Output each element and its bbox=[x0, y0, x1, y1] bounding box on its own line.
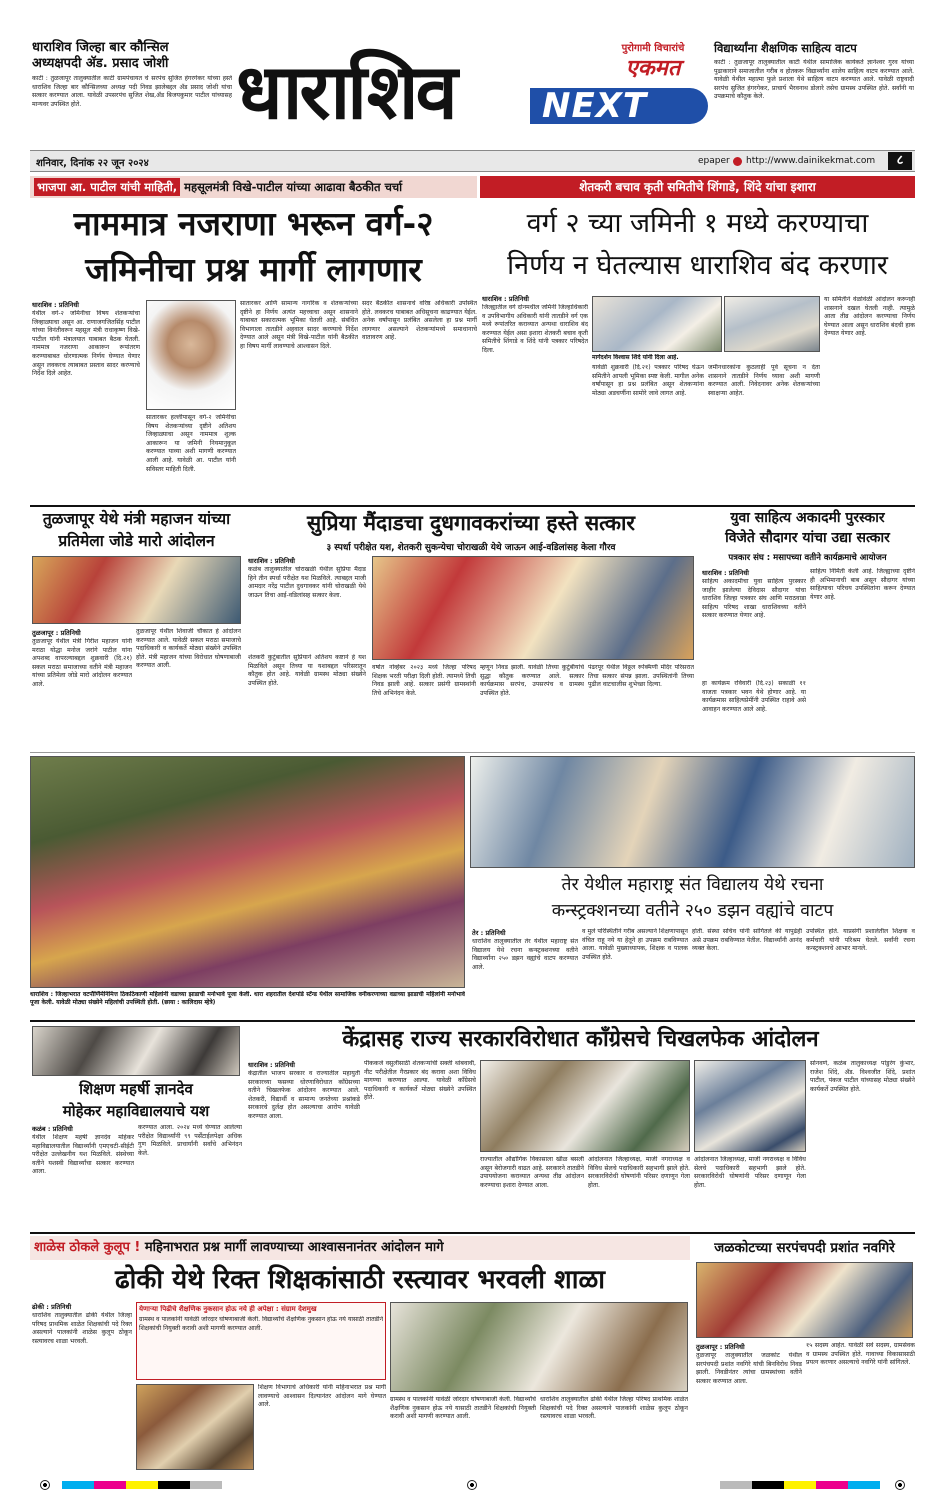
story2-body-1: जिल्ह्यातील वर्ग दोनमधील जमिनी जिल्हाधिकारी व उपविभागीय अधिकारी यांनी तातडीने वर्ग एक मध्ये रूपांतरित कराव्यात अन्यथा धाराशिव बंद करण्यात येईल असा इशारा शेतकरी बचाव कृती समितीचे शिंगाडे व शिंदे यांनी पत्रकार परिषदेत दिला. bbox=[482, 304, 588, 354]
story1-body-3: सातारकर आणि सामान्य नागरिक व शेतकऱ्यांच्या दृष्टीने हा निर्णय अत्यंत महत्त्वाचा असून शासनाने याबाबत सकारात्मक भूमिका घेतली आहे. संबंधित विभागाला तातडीने अहवाल सादर करण्याचे निर्देश देण्यात आले असून मंत्री विखे-पाटील यांनी बैठकीत हा विषय मार्गी लावण्याचे आश्वासन दिले. bbox=[240, 300, 358, 350]
story9-kicker-red: शाळेस ठोकले कुलूप ! bbox=[34, 1240, 141, 1255]
story2-caption: मार्गदर्शन विश्वास शिंदे यांनी दिला आहे. bbox=[592, 354, 679, 361]
story10-body-2: १५ सदस्य आहेत. यावेळी सर्व सदस्य, ग्रामसेवक व ग्रामस्थ उपस्थित होते. गावाच्या विकासासाठी प्रयत्न करणार असल्याचे नवगिरे यांनी सांगितले. bbox=[806, 1342, 915, 1367]
story9-kicker bbox=[30, 1236, 690, 1260]
masthead-right-brief bbox=[714, 40, 914, 140]
divider-4 bbox=[30, 1232, 915, 1234]
story9-kicker-rest: महिनाभरात प्रश्न मार्गी लावण्याच्या आश्वासनानंतर आंदोलन मागे bbox=[140, 1240, 444, 1255]
story4-body-2: शेतकरी कुटुंबातील सुप्रियाने अतिशय कष्टाने हे यश मिळविले असून तिच्या या यशाबद्दल परिसरातून कौतुक होत आहे. यावेळी ग्रामस्थ मोठ्या संख्येने उपस्थित होते. bbox=[248, 654, 366, 687]
story2-headline-1: वर्ग २ च्या जमिनी १ मध्ये करण्याचा bbox=[526, 208, 869, 239]
masthead-left-brief bbox=[32, 40, 232, 140]
story2-kicker: शेतकरी बचाव कृती समितीचे शिंगाडे, शिंदे यांचा इशारा bbox=[480, 176, 915, 198]
vatpurnima-photo bbox=[30, 756, 465, 988]
story10-felicitation-photo bbox=[696, 1262, 913, 1338]
story1-headline-2: जमिनीचा प्रश्न मार्गी लागणार bbox=[85, 250, 422, 289]
story4-subhead: ३ स्पर्धा परीक्षेत यश, शेतकरी सुकन्येचा चोराखळी येथे जाऊन आई-वडिलांसह केला गौरव bbox=[326, 543, 616, 553]
epaper-label: epaper bbox=[698, 156, 730, 166]
story5-body-1: साहित्य अकादमीचा युवा साहित्य पुरस्कार जाहीर झालेल्या देविदास सौदागर यांचा धाराशिव जिल्हा पत्रकार संघ आणि मराठवाडा साहित्य परिषद शाखा धाराशिवच्या वतीने सत्कार करण्यात येणार आहे. bbox=[702, 578, 806, 620]
vatpurnima-caption: धाराशिव : जिल्हाभरात वटपौर्णिमेनिमित्त ठिकठिकाणी महिलांनी वडाच्या झाडाची मनोभावे पूजा केली. धारा शहरातील देशपांडे स्टॅन्ड येथील सामाजिक वनीकरणाच्या वडाच्या झाडाची महिलांनी मनोभावे पूजा केली. यावेळी मोठ्या संख्येने महिलांची उपस्थिती होती. (छाया : कालिदास म्हेत्रे) bbox=[30, 991, 465, 1006]
story1-body-1: येथील वर्ग-२ जमिनीचा विषय शेतकऱ्यांचा जिव्हाळ्याचा असून आ. राणाजगजितसिंह पाटील यांच्या विनंतीवरून महसूल मंत्री राधाकृष्ण विखे-पाटील यांनी मंत्रालयात याबाबत बैठक घेतली. नाममात्र नजराणा आकारून रूपांतरण करण्याबाबत धोरणात्मक निर्णय घेण्यात येणार असून लवकरच त्याबाबत प्रस्ताव सादर करण्याचे निर्देश दिले आहेत. bbox=[32, 310, 140, 378]
story4-headline: सुप्रिया मैंदाडचा दुधगावकरांच्या हस्ते सत्कार bbox=[306, 511, 635, 535]
story6-byline: तेर : प्रतिनिधी bbox=[472, 929, 506, 937]
story7-headline: केंद्रासह राज्य सरकारविरोधात काँग्रेसचे चिखलफेक आंदोलन bbox=[342, 1027, 819, 1052]
story3-body-2: तुळजापूर येथील शिवाजी चौकात हे आंदोलन करण्यात आले. यावेळी सकल मराठा समाजाचे पदाधिकारी व कार्यकर्ते मोठ्या संख्येने उपस्थित होते. मंत्री महाजन यांच्या विरोधात घोषणाबाजी करण्यात आली. bbox=[136, 628, 241, 670]
story2-meeting-photo bbox=[592, 296, 722, 352]
story3-body-1: तुळजापूर येथील मंत्री गिरीश महाजन यांनी मराठा योद्धा मनोज जरांगे पाटील यांना अपशब्द वापरल्याबद्दल शुक्रवारी (दि.२१) सकल मराठा समाजाच्या वतीने मंत्री महाजन यांच्या प्रतिमेला जोडे मारो आंदोलन करण्यात आले. bbox=[32, 638, 132, 688]
masthead-name: धाराशिव bbox=[236, 47, 455, 136]
reg-mark-right bbox=[895, 1480, 905, 1490]
story9-road-photo bbox=[390, 1302, 688, 1392]
story6-body-2: व मुले परिस्थितीने गरीब असल्याने शिक्षणापासून वंचित राहू नये या हेतूने हा उपक्रम राबविण्यात आला. यावेळी मुख्याध्यापक, शिक्षक व पालक उपस्थित होते. bbox=[582, 928, 688, 961]
story6-headline-1: तेर येथील महाराष्ट्र संत विद्यालय येथे रचना bbox=[561, 875, 824, 895]
story5-byline: धाराशिव : प्रतिनिधी bbox=[702, 569, 749, 577]
reg-mark-left bbox=[40, 1480, 50, 1490]
story1-body-4: सदर बैठकीत शासनाचे वरिष्ठ अधिकारी उपस्थित होते. लवकरच याबाबत अधिसूचना काढण्यात येईल. अनेक वर्षांपासून प्रलंबित असलेला हा प्रश्न मार्गी लागणार असल्याने शेतकऱ्यांमध्ये समाधानाचे वातावरण आहे. bbox=[362, 300, 477, 342]
globe-icon bbox=[733, 157, 742, 166]
divider-2 bbox=[30, 752, 915, 753]
masthead bbox=[0, 0, 945, 148]
story9-quote-box bbox=[136, 1302, 386, 1380]
left-brief-body: काटी : तुळजापूर तालुक्यातील काटी ग्रामपंचायत चे सरपंच सुजित हंगरगेकर यांच्या हस्ते धाराशिव जिल्हा बार कौन्सिलच्या अध्यक्ष पदी निवड झालेबद्दल ॲड प्रसाद जोशी यांचा सत्कार करण्यात आला. यावेळी उपसरपंच सुजित शेख,ॲड बिजयकुमार पाटील यांच्यासह मान्यवर उपस्थित होते. bbox=[32, 75, 232, 108]
story5-subhead: पत्रकार संघ : मसापच्या वतीने कार्यक्रमाचे आयोजन bbox=[728, 553, 887, 563]
story5-body-2: हा कार्यक्रम रविवारी (दि.२३) सकाळी ११ वाजता पत्रकार भवन येथे होणार आहे. या कार्यक्रमास साहित्यप्रेमींनी उपस्थित राहावे असे आवाहन करण्यात आले आहे. bbox=[702, 680, 806, 713]
registration-marks bbox=[0, 1476, 945, 1496]
reg-mark-center bbox=[467, 1480, 477, 1490]
masthead-brand-logo: एकमत bbox=[625, 56, 681, 81]
story6-body-1: धाराशिव तालुक्यातील तेर येथील महाराष्ट्र संत विद्यालय येथे रचना कन्स्ट्रक्शनच्या वतीने विद्यार्थ्यांना २५० डझन वह्यांचे वाटप करण्यात आले. bbox=[472, 938, 578, 971]
story1-body-2: सातारकर हल्लीपासून वर्ग-२ जमिनींचा विषय शेतकऱ्यांच्या दृष्टीने अतिशय जिव्हाळ्याचा असून नाममात्र शुल्क आकारून या जमिनी नियमानुकूल करण्यात याव्या अशी मागणी करण्यात आली आहे. यावेळी आ. पाटील यांनी सविस्तर माहिती दिली. bbox=[146, 414, 236, 473]
story1-kicker-red: भाजपा आ. पाटील यांची माहिती, bbox=[34, 178, 180, 196]
story4-felicitation-photo bbox=[372, 556, 694, 660]
story4-body-5: पंढरपूर येथील विठ्ठल रूक्मिणी मंदिर परिसरात तिचा सत्कार संपन्न झाला. उपस्थितांनी तिच्या पुढील वाटचालीस शुभेच्छा दिल्या. bbox=[588, 664, 694, 689]
story9-body-4: धाराशिव तालुक्यातील ढोकी येथील जिल्हा परिषद प्राथमिक शाळेत शिक्षकांची पदे रिक्त असल्याने पालकांनी शाळेस कुलूप ठोकून रस्त्यावरच शाळा भरवली. bbox=[540, 1396, 688, 1421]
story8-body-1: येथील शिक्षण महर्षी ज्ञानदेव मोहेकर महाविद्यालयातील विद्यार्थ्यांनी एमएचटी-सीईटी परीक्षेत उल्लेखनीय यश मिळविले. संस्थेच्या वतीने यशस्वी विद्यार्थ्यांचा सत्कार करण्यात आला. bbox=[32, 1134, 134, 1176]
story7-body-3: राज्यातील औद्योगिक विकासाला खीळ बसली असून बेरोजगारी वाढत आहे. सरकारने तातडीने उपाययोजना कराव्यात अन्यथा तीव्र आंदोलन करण्याचा इशारा देण्यात आला. bbox=[480, 1156, 584, 1189]
color-bar-left bbox=[62, 1481, 222, 1489]
story3-protest-photo bbox=[32, 556, 241, 624]
right-brief-title: विद्यार्थ्यांना शैक्षणिक साहित्य वाटप bbox=[714, 41, 857, 55]
left-brief-subtitle: अध्यक्षपदी ॲड. प्रसाद जोशी bbox=[32, 56, 169, 71]
story1-portrait-photo bbox=[146, 300, 236, 410]
story10-headline: जळकोटच्या सरपंचपदी प्रशांत नवगिरे bbox=[714, 1240, 895, 1256]
story2-body-2: यावेळी शुक्रवारी (दि.२१) पत्रकार परिषद घेऊन समितीने आपली भूमिका स्पष्ट केली. मागील अनेक वर्षांपासून हा प्रश्न प्रलंबित असून शेतकऱ्यांना मोठ्या अडचणींना सामोरे जावे लागत आहे. bbox=[592, 364, 704, 397]
story2-group-photo bbox=[724, 296, 820, 352]
story4-byline: धाराशिव : प्रतिनिधी bbox=[248, 557, 295, 565]
story4-body-4: म्हणून निवड झाली. यावेळी तिच्या कुटुंबीयांचे सुद्धा कौतुक करण्यात आले. सत्कार कार्यक्रमास सरपंच, उपसरपंच व ग्रामस्थ उपस्थित होते. bbox=[480, 664, 584, 697]
story4-body-3: वर्षात नोव्हेंबर २०२३ मध्ये जिल्हा परिषद शिक्षक भरती परीक्षा दिली होती. त्यामध्ये तिची निवड झाली आहे. सत्कार प्रसंगी ग्रामस्थांनी तिचे अभिनंदन केले. bbox=[372, 664, 476, 697]
story5-body-3: साहित्य निर्मिती केली आहे. जिल्ह्याच्या दृष्टीने ही अभिमानाची बाब असून सौदागर यांच्या साहित्याचा परिचय उपस्थितांना करून देण्यात येणार आहे. bbox=[810, 568, 915, 601]
story8-headline-1: शिक्षण महर्षी ज्ञानदेव bbox=[79, 1080, 193, 1098]
divider-1 bbox=[30, 505, 915, 507]
story7-body-1: केंद्रातील भाजप सरकार व राज्यातील महायुती सरकारच्या फसव्या धोरणाविरोधात काँग्रेसच्या वतीने चिखलफेक आंदोलन करण्यात आले. शेतकरी, विद्यार्थी व सामान्य जनतेच्या प्रश्नांकडे सरकारचे दुर्लक्ष होत असल्याचा आरोप यावेळी करण्यात आला. bbox=[248, 1070, 360, 1120]
story8-photo bbox=[32, 1026, 240, 1076]
story9-quote-body: ग्रामस्थ व पालकांनी यावेळी जोरदार घोषणाबाजी केली. विद्यार्थ्यांचे शैक्षणिक नुकसान होऊ नये यासाठी तातडीने शिक्षकांची नियुक्ती करावी अशी मागणी करण्यात आली. bbox=[139, 1316, 383, 1332]
right-brief-body: काटी : तुळजापूर तालुक्यातील काटी येथील सामाजिक कार्यकर्ते ज्ञानेश्वर गुरव यांच्या पुढाकाराने समाजातील गरीब व होतकरू विद्यार्थ्यांना शालेय साहित्य वाटप करण्यात आले. यावेळी येथील महात्मा फुले प्रशाला येथे साहित्य वाटप करण्यात आले. यावेळी राष्ट्रवादी सरपंच सुजित हंगरगेकर, प्राचार्य भैरवनाथ डोलारे तसेच ग्रामस्थ उपस्थित होते. सर्वांनी या उपक्रमाचे कौतुक केले. bbox=[714, 59, 914, 101]
website-link[interactable]: http://www.dainikekmat.com bbox=[746, 156, 876, 166]
story2-body-4: या समितीने वेळोवेळी आंदोलन करूनही शासनाने दखल घेतली नाही. त्यामुळे आता तीव्र आंदोलन करण्याचा निर्णय घेण्यात आला असून धाराशिव बंदची हाक देण्यात येणार आहे. bbox=[824, 296, 915, 338]
story5-headline-2: विजेते सौदागर यांचा उद्या सत्कार bbox=[725, 530, 890, 546]
story3-headline-1: तुळजापूर येथे मंत्री महाजन यांच्या bbox=[42, 510, 231, 528]
masthead-tagline: पुरोगामी विचारांचे bbox=[621, 43, 685, 54]
story7-byline: धाराशिव : प्रतिनिधी bbox=[248, 1061, 295, 1069]
story10-body-1: तुळजापूर तालुक्यातील जळकोट येथील सरपंचपदी प्रशांत नवगिरे यांची बिनविरोध निवड झाली. निवडीनंतर त्यांचा ग्रामस्थांच्या वतीने सत्कार करण्यात आला. bbox=[696, 1352, 802, 1385]
divider-3 bbox=[30, 1020, 915, 1022]
story1-kicker-rest: महसूलमंत्री विखे-पाटील यांच्या आढावा बैठकीत चर्चा bbox=[180, 180, 403, 194]
story7-body-4: आंदोलनात जिल्हाध्यक्ष, माजी नगराध्यक्ष व विविध सेलचे पदाधिकारी सहभागी झाले होते. सरकारविरोधी घोषणांनी परिसर दणाणून गेला होता. bbox=[588, 1156, 690, 1189]
story7-body-6: आंदोलनात जिल्हाध्यक्ष, माजी नगराध्यक्ष व विविध सेलचे पदाधिकारी सहभागी झाले होते. सरकारविरोधी घोषणांनी परिसर दणाणून गेला होता. bbox=[694, 1156, 806, 1189]
story3-headline-2: प्रतिमेला जोडे मारो आंदोलन bbox=[58, 532, 215, 550]
masthead-next-logo bbox=[530, 82, 708, 130]
story8-byline: कळंब : प्रतिनिधी bbox=[32, 1125, 73, 1133]
story9-classroom-photo bbox=[136, 1384, 254, 1470]
story1-byline: धाराशिव : प्रतिनिधी bbox=[32, 301, 79, 309]
story9-body-2: शिक्षण विभागाचे अधिकारी यांनी महिनाभरात प्रश्न मार्गी लावण्याचे आश्वासन दिल्यानंतर आंदोलन मागे घेण्यात आले. bbox=[258, 1384, 386, 1409]
story9-headline: ढोकी येथे रिक्त शिक्षकांसाठी रस्त्यावर भरवली शाळा bbox=[115, 1265, 605, 1295]
story6-headline-2: कन्स्ट्रक्शनच्या वतीने २५० डझन वह्यांचे वाटप bbox=[551, 901, 834, 921]
dateline-bar bbox=[30, 150, 915, 172]
color-bar-right bbox=[720, 1481, 880, 1489]
story1-headline-1: नाममात्र नजराणा भरून वर्ग-२ bbox=[73, 204, 434, 243]
story8-body-2: करण्यात आला. २०२४ मध्ये घेण्यात आलेल्या परीक्षेत विद्यार्थ्यांनी ९९ पर्सेंटाईलपेक्षा अधिक गुण मिळविले. प्राचार्यांनी सर्वांचे अभिनंदन केले. bbox=[138, 1124, 242, 1157]
story9-body-1: धाराशिव तालुक्यातील ढोकी येथील जिल्हा परिषद प्राथमिक शाळेत शिक्षकांची पदे रिक्त असल्याने पालकांनी शाळेस कुलूप ठोकून रस्त्यावरच शाळा भरवली. bbox=[32, 1312, 132, 1345]
story10-byline: तुळजापूर : प्रतिनिधी bbox=[696, 1343, 745, 1351]
story6-body-4: उपस्थित होते. याप्रसंगी प्रशालेतील शिक्षक व कर्मचारी यांनी परिश्रम घेतले. सर्वांनी रचना कन्स्ट्रक्शनचे आभार मानले. bbox=[806, 928, 915, 953]
story7-protest-photo-2 bbox=[694, 1060, 806, 1152]
story9-quote: येणाऱ्या पिढीचे शैक्षणिक नुकसान होऊ नये ही अपेक्षा : संग्राम देशमुख bbox=[139, 1305, 317, 1313]
story8-headline-2: मोहेकर महाविद्यालयाचे यश bbox=[62, 1102, 210, 1120]
story7-body-5: सोनवणे, कळंब तालुकाध्यक्ष पांडुरंग कुंभार, राजेश शिंदे, ॲड. विश्वजीत शिंदे, प्रशांत पाटील, पंकज पाटील यांच्यासह मोठ्या संख्येने कार्यकर्ते उपस्थित होते. bbox=[810, 1060, 915, 1093]
story6-school-photo bbox=[470, 756, 915, 868]
story9-body-3: ग्रामस्थ व पालकांनी यावेळी जोरदार घोषणाबाजी केली. विद्यार्थ्यांचे शैक्षणिक नुकसान होऊ नये यासाठी तातडीने शिक्षकांची नियुक्ती करावी अशी मागणी करण्यात आली. bbox=[390, 1396, 536, 1421]
story2-headline-2: निर्णय न घेतल्यास धाराशिव बंद करणार bbox=[507, 250, 888, 281]
story1-kicker bbox=[30, 176, 477, 198]
story5-headline-1: युवा साहित्य अकादमी पुरस्कार bbox=[730, 510, 885, 526]
story7-protest-photo-1 bbox=[480, 1060, 690, 1152]
story2-body-3: जमीनधारकांना कुठलाही पूर्व सूचना न देता शासनाने तातडीने निर्णय घ्यावा अशी मागणी करण्यात आली. निवेदनावर अनेक शेतकऱ्यांच्या स्वाक्षऱ्या आहेत. bbox=[708, 364, 820, 397]
story9-byline: ढोकी : प्रतिनिधी bbox=[32, 1303, 72, 1311]
story7-body-2: पीककर्ज वसुलीसाठी शेतकऱ्यांची सक्ती थांबवावी, नीट परीक्षेतील गैरप्रकार बंद करावा अशा विविध मागण्या करण्यात आल्या. यावेळी काँग्रेसचे पदाधिकारी व कार्यकर्ते मोठ्या संख्येने उपस्थित होते. bbox=[364, 1060, 476, 1102]
left-brief-title: धाराशिव जिल्हा बार कौन्सिल bbox=[32, 40, 169, 55]
story2-byline: धाराशिव : प्रतिनिधी bbox=[482, 295, 529, 303]
story4-body-1: कळंब तालुक्यातील चोराखळी येथील सुप्रिया मैंदाड हिने तीन स्पर्धा परीक्षेत यश मिळविले. त्याबद्दल माजी आमदार नरेंद्र पाटील दुधगावकर यांनी चोराखळी येथे जाऊन तिचा आई-वडिलांसह सत्कार केला. bbox=[248, 566, 366, 599]
story6-body-3: होती. संस्था सचिव यांनी सांगितले की यापुढेही असे उपक्रम राबविण्यात येतील. विद्यार्थ्यांनी आनंद व्यक्त केला. bbox=[692, 928, 802, 953]
dateline-date: शनिवार, दिनांक २२ जून २०२४ bbox=[36, 158, 149, 169]
next-text: NEXT bbox=[542, 86, 648, 126]
page-number: ८ bbox=[888, 152, 912, 170]
story3-byline: तुळजापूर : प्रतिनिधी bbox=[32, 629, 81, 637]
